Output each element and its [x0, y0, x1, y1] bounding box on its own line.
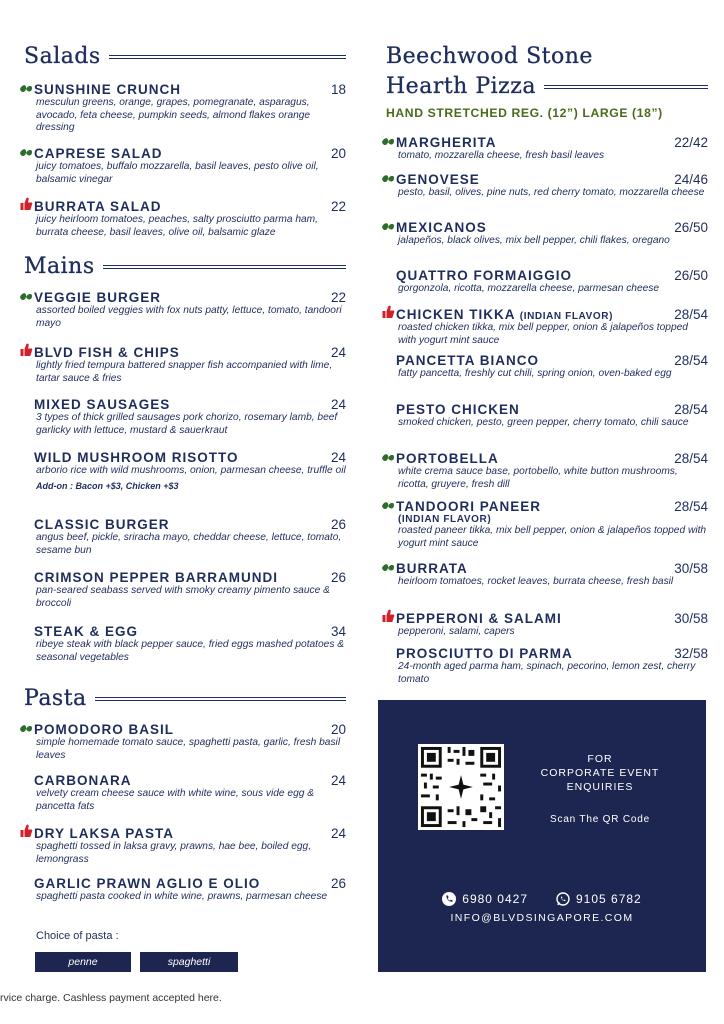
- item-price: 22/42: [674, 135, 708, 150]
- menu-item: [380, 353, 708, 381]
- item-name-text: CHICKEN TIKKA: [396, 307, 515, 322]
- menu-item: [380, 609, 708, 639]
- menu-item: [18, 517, 346, 557]
- item-description: tomato, mozzarella cheese, fresh basil leaves: [398, 150, 605, 161]
- menu-item: [380, 561, 708, 589]
- item-price: 26: [330, 876, 346, 891]
- email-link[interactable]: INFO@BLVDSINGAPORE.COM: [450, 912, 634, 924]
- item-description: pepperoni, salami, capers: [398, 626, 515, 637]
- item-price: 34: [330, 624, 346, 639]
- banner-line-3: ENQUIRIES: [566, 781, 634, 793]
- corporate-events-banner: [378, 700, 706, 972]
- phone-icon: [442, 892, 456, 906]
- pizza-size-subtitle: HAND STRETCHED REG. (12”) LARGE (18”): [386, 106, 663, 120]
- item-description: mesculun greens, orange, grapes, pomegranate, asparagus, avocado, feta cheese, pumpkin seeds, almond flakes orange dressing: [36, 97, 311, 133]
- item-name: MEXICANOS: [396, 220, 487, 235]
- item-description: gorgonzola, ricotta, mozzarella cheese, parmesan cheese: [398, 283, 660, 294]
- item-description: fatty pancetta, freshly cut chili, spring onion, oven-baked egg: [398, 368, 672, 379]
- item-price: 28/54: [674, 499, 708, 514]
- item-name: PROSCIUTTO DI PARMA: [396, 646, 573, 661]
- menu-item: [380, 135, 708, 163]
- item-name: POMODORO BASIL: [34, 722, 175, 737]
- item-price: 28/54: [674, 451, 708, 466]
- menu-item: [18, 343, 346, 385]
- item-name: CARBONARA: [34, 773, 132, 788]
- item-name: BURRATA SALAD: [34, 199, 162, 214]
- divider: [109, 55, 346, 59]
- item-price: 24: [330, 345, 346, 360]
- mains-title: Mains: [24, 254, 95, 279]
- leaf-icon: [380, 563, 396, 573]
- item-price: 20: [330, 146, 346, 161]
- item-price: 32/58: [674, 646, 708, 661]
- item-price: 24: [330, 773, 346, 788]
- leaf-icon: [18, 84, 34, 94]
- pizza-title-line2: Hearth Pizza: [386, 74, 536, 99]
- item-description: spaghetti pasta cooked in white wine, prawns, parmesan cheese: [36, 891, 328, 902]
- item-price: 28/54: [674, 402, 708, 417]
- item-name: SUNSHINE CRUNCH: [34, 82, 182, 97]
- item-description: pesto, basil, olives, pine nuts, red cherry tomato, mozzarella cheese: [398, 187, 705, 198]
- leaf-icon: [380, 137, 396, 147]
- menu-item: [18, 290, 346, 330]
- menu-item: [380, 646, 708, 686]
- item-price: 26: [330, 570, 346, 585]
- phone-number: 6980 0427: [462, 892, 528, 906]
- item-description: lightly fried tempura battered snapper fish accompanied with lime, tartar sauce & fries: [36, 360, 333, 384]
- item-name: BURRATA: [396, 561, 468, 576]
- item-price: 26/50: [674, 220, 708, 235]
- thumbs-up-icon: [380, 609, 396, 623]
- menu-item: [18, 624, 346, 664]
- leaf-icon: [380, 222, 396, 232]
- phone-contact[interactable]: [442, 892, 528, 906]
- menu-item: [18, 82, 346, 135]
- thumbs-up-icon: [18, 343, 34, 357]
- item-price: 24/46: [674, 172, 708, 187]
- item-description: smoked chicken, pesto, green pepper, cherry tomato, chili sauce: [398, 417, 689, 428]
- item-name: PORTOBELLA: [396, 451, 499, 466]
- item-price: 26: [330, 517, 346, 532]
- item-name: TANDOORI PANEER: [396, 499, 542, 514]
- item-description: juicy tomatoes, buffalo mozzarella, basil leaves, pesto olive oil, balsamic vinegar: [36, 161, 319, 185]
- item-price: 22: [330, 290, 346, 305]
- item-name: GENOVESE: [396, 172, 480, 187]
- menu-item: [18, 570, 346, 610]
- pizza-heading: [386, 44, 706, 69]
- item-description: roasted chicken tikka, mix bell pepper, onion & jalapeños topped with yogurt mint sauce: [398, 322, 688, 346]
- item-description: arborio rice with wild mushrooms, onion, parmesan cheese, truffle oil: [36, 465, 346, 476]
- item-description: heirloom tomatoes, rocket leaves, burrata cheese, fresh basil: [398, 576, 674, 587]
- item-price: 28/54: [674, 353, 708, 368]
- item-name: PESTO CHICKEN: [396, 402, 520, 417]
- item-description: white crema sauce base, portobello, white button mushrooms, ricotta, gruyere, fresh dill: [398, 466, 678, 490]
- menu-item: [380, 172, 708, 200]
- item-name: CRIMSON PEPPER BARRAMUNDI: [34, 570, 279, 585]
- item-name: PANCETTA BIANCO: [396, 353, 539, 368]
- menu-item: [18, 773, 346, 813]
- divider: [544, 85, 708, 89]
- menu-item: [18, 824, 346, 866]
- leaf-icon: [380, 174, 396, 184]
- scan-qr-text: Scan The QR Code: [550, 814, 650, 825]
- thumbs-up-icon: [18, 824, 34, 838]
- item-description: juicy heirloom tomatoes, peaches, salty prosciutto parma ham, burrata cheese, basil leaves, olive oil, balsamic glaze: [36, 214, 318, 238]
- leaf-icon: [18, 292, 34, 302]
- footer-note: rvice charge. Cashless payment accepted here.: [0, 992, 222, 1004]
- pizza-heading-line2: [386, 74, 708, 99]
- item-name: [396, 307, 613, 322]
- salads-title: Salads: [24, 44, 101, 69]
- item-description: simple homemade tomato sauce, spaghetti pasta, garlic, fresh basil leaves: [36, 737, 341, 761]
- item-name: CAPRESE SALAD: [34, 146, 163, 161]
- pasta-choice-spaghetti[interactable]: spaghetti: [140, 952, 238, 972]
- contact-phones: [378, 892, 706, 906]
- thumbs-up-icon: [380, 305, 396, 319]
- pasta-heading: [24, 686, 346, 711]
- item-price: 24: [330, 826, 346, 841]
- item-price: 24: [330, 397, 346, 412]
- menu-item: [380, 499, 708, 550]
- thumbs-up-icon: [18, 197, 34, 211]
- corporate-enquiry-text: [510, 752, 690, 794]
- item-description: 24-month aged parma ham, spinach, pecorino, lemon zest, cherry tomato: [398, 661, 696, 685]
- menu-item: [380, 268, 708, 296]
- item-name: CLASSIC BURGER: [34, 517, 170, 532]
- mains-heading: [24, 254, 346, 279]
- divider: [103, 265, 346, 269]
- item-description: jalapeños, black olives, mix bell pepper, chili flakes, oregano: [398, 235, 670, 246]
- pizza-title-line1: Beechwood Stone: [386, 44, 593, 69]
- item-name-sub: (INDIAN FLAVOR): [398, 514, 492, 525]
- item-name: QUATTRO FORMAIGGIO: [396, 268, 572, 283]
- item-name: DRY LAKSA PASTA: [34, 826, 175, 841]
- item-description: angus beef, pickle, sriracha mayo, cheddar cheese, lettuce, tomato, sesame bun: [36, 532, 342, 556]
- item-description: pan-seared seabass served with smoky creamy pimento sauce & broccoli: [36, 585, 330, 609]
- item-name: PEPPERONI & SALAMI: [396, 611, 562, 626]
- whatsapp-contact[interactable]: [556, 892, 642, 906]
- menu-item: [18, 876, 346, 904]
- menu-item: [380, 305, 708, 347]
- item-price: 24: [330, 450, 346, 465]
- item-name: VEGGIE BURGER: [34, 290, 162, 305]
- divider: [95, 697, 346, 701]
- menu-item: [380, 451, 708, 491]
- item-description: assorted boiled veggies with fox nuts patty, lettuce, tomato, tandoori mayo: [36, 305, 342, 329]
- qr-code-icon[interactable]: [418, 744, 504, 830]
- item-description: roasted paneer tikka, mix bell pepper, onion & jalapeños topped with yogurt mint sauce: [398, 525, 707, 549]
- item-addon: Add-on : Bacon +$3, Chicken +$3: [36, 480, 179, 491]
- item-description: 3 types of thick grilled sausages pork chorizo, rosemary lamb, beef garlicky with lettuce, mustard & sauerkraut: [36, 412, 338, 436]
- menu-item: [18, 146, 346, 186]
- leaf-icon: [380, 453, 396, 463]
- item-price: 20: [330, 722, 346, 737]
- whatsapp-number: 9105 6782: [576, 892, 642, 906]
- item-name: GARLIC PRAWN AGLIO E OLIO: [34, 876, 261, 891]
- menu-item: [18, 722, 346, 762]
- item-name: STEAK & EGG: [34, 624, 139, 639]
- item-description: ribeye steak with black pepper sauce, fried eggs mashed potatoes & seasonal vegetables: [36, 639, 345, 663]
- pasta-choice-penne[interactable]: penne: [35, 952, 131, 972]
- banner-line-2: CORPORATE EVENT: [540, 767, 660, 779]
- pasta-title: Pasta: [24, 686, 87, 711]
- menu-item: [18, 397, 346, 437]
- leaf-icon: [18, 148, 34, 158]
- menu-item: [380, 220, 708, 248]
- item-name: WILD MUSHROOM RISOTTO: [34, 450, 239, 465]
- menu-item: [380, 402, 708, 430]
- item-price: 26/50: [674, 268, 708, 283]
- item-price: 22: [330, 199, 346, 214]
- item-name-sub: (INDIAN FLAVOR): [519, 311, 614, 322]
- item-price: 30/58: [674, 561, 708, 576]
- salads-heading: [24, 44, 346, 69]
- item-name: BLVD FISH & CHIPS: [34, 345, 180, 360]
- leaf-icon: [18, 724, 34, 734]
- whatsapp-icon: [556, 892, 570, 906]
- pasta-choice-label: Choice of pasta :: [36, 930, 119, 942]
- item-price: 18: [330, 82, 346, 97]
- item-name: MARGHERITA: [396, 135, 497, 150]
- item-description: velvety cream cheese sauce with white wine, sous vide egg & pancetta fats: [36, 788, 315, 812]
- banner-line-1: FOR: [587, 753, 613, 765]
- item-name: MIXED SAUSAGES: [34, 397, 171, 412]
- item-description: spaghetti tossed in laksa gravy, prawns, hae bee, boiled egg, lemongrass: [36, 841, 312, 865]
- menu-item: [18, 450, 346, 491]
- leaf-icon: [380, 501, 396, 511]
- item-price: 30/58: [674, 611, 708, 626]
- item-price: 28/54: [674, 307, 708, 322]
- menu-item: [18, 197, 346, 239]
